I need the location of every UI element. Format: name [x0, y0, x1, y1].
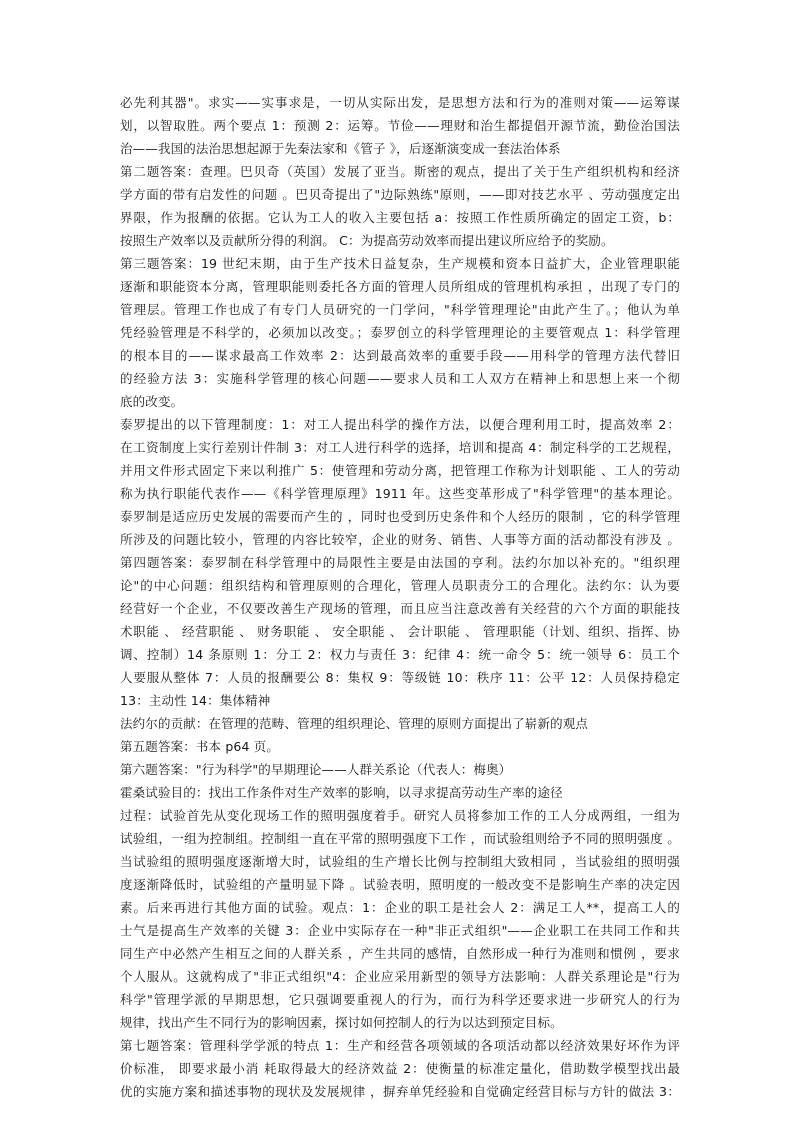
- text-line: 泰罗制是适应历史发展的需要而产生的 ，同时也受到历史条件和个人经历的限制 ，它的科学管理: [120, 509, 680, 524]
- text-line: 泰罗提出的以下管理制度：1：对工人提出科学的操作方法，以便合理利用工时，提高效率 2：: [120, 417, 680, 432]
- text-line: 界限，作为报酬的依据。它认为工人的收入主要包括 a：按照工作性质所确定的固定工资，b：: [120, 210, 680, 225]
- text-line: 必先利其器"。求实——实事求是，一切从实际出发，是思想方法和行为的准则对策——运筹谋: [120, 95, 680, 110]
- text-line: 并用文件形式固定下来以利推广 5：使管理和劳动分离，把管理工作称为计划职能 、工人的劳动: [120, 463, 680, 478]
- text-line: 经营好一个企业，不仅要改善生产现场的管理，而且应当注意改善有关经营的六个方面的职能技: [120, 601, 680, 616]
- text-line: 个人服从。这就构成了"非正式组织"4：企业应采用新型的领导方法影响：人群关系理论是"行为: [120, 969, 680, 984]
- text-line: 第三题答案：19 世纪末期，由于生产技术日益复杂，生产规模和资本日益扩大，企业管理职能: [120, 256, 680, 271]
- text-line: 同生产中必然产生相互之间的人群关系 ，产生共同的感情，自然形成一种行为准则和惯例 ，要求: [120, 946, 680, 961]
- text-line: 底的改变。: [120, 394, 184, 409]
- text-line: 在工资制度上实行差别计件制 3：对工人进行科学的选择，培训和提高 4：制定科学的工艺规程，: [120, 440, 680, 455]
- text-line: 的经验方法 3：实施科学管理的核心问题——要求人员和工人双方在精神上和思想上来一个彻: [120, 371, 680, 386]
- text-line: 称为执行职能代表作——《科学管理原理》1911 年。这些变革形成了"科学管理"的基本理论。: [120, 486, 680, 501]
- text-line: 划，以智取胜。两个要点 1：预测 2：运筹。节俭——理财和治生都提倡开源节流，勤俭治国法: [120, 118, 680, 133]
- text-line: 科学"管理学派的早期思想，它只强调要重视人的行为，而行为科学还要求进一步研究人的行为: [120, 992, 680, 1007]
- text-line: 术职能 、 经营职能 、 财务职能 、 安全职能 、 会计职能 、 管理职能（计划、组织、指挥、协: [120, 624, 680, 639]
- text-line: 凭经验管理是不科学的，必须加以改变。；泰罗创立的科学管理理论的主要管观点 1：科学管理: [120, 325, 680, 340]
- text-line: 所涉及的问题比较小，管理的内容比较窄，企业的财务、销售、人事等方面的活动都没有涉及 。: [120, 532, 680, 547]
- text-line: 试验组，一组为控制组。控制组一直在平常的照明强度下工作 ，而试验组则给予不同的照明强度 。: [120, 831, 680, 846]
- text-line: 治——我国的法治思想起源于先秦法家和《管子 》，后逐渐演变成一套法治体系: [120, 141, 561, 156]
- text-line: 法约尔的贡献：在管理的范畴、管理的组织理论、管理的原则方面提出了崭新的观点: [120, 716, 589, 731]
- document-body: [120, 91, 680, 1103]
- text-line: 调、控制）14 条原则 1：分工 2：权力与责任 3：纪律 4：统一命令 5：统一领导 6：员工个: [120, 647, 680, 662]
- text-line: 优的实施方案和描述事物的现状及发展规律 ，摒弃单凭经验和自觉确定经营目标与方针的做法 3：: [120, 1084, 680, 1099]
- text-line: 学方面的带有启发性的问题 。巴贝奇提出了"边际熟练"原则，——即对技艺水平 、劳动强度定出: [120, 187, 680, 202]
- text-line: 价标准， 即要求最小消 耗取得最大的经济效益 2：使衡量的标准定量化，借助数学模型找出最: [120, 1061, 680, 1076]
- text-line: 论"的中心问题：组织结构和管理原则的合理化，管理人员职责分工的合理化。法约尔：认为要: [120, 578, 680, 593]
- text-line: 士气是提高生产效率的关键 3：企业中实际存在一种"非正式组织"——企业职工在共同工作和共: [120, 923, 680, 938]
- text-line: 13：主动性 14：集体精神: [120, 693, 271, 708]
- text-line: 过程：试验首先从变化现场工作的照明强度着手。研究人员将参加工作的工人分成两组，一组为: [120, 808, 680, 823]
- text-line: 第四题答案：泰罗制在科学管理中的局限性主要是由法国的亨利。法约尔加以补充的。"组织理: [120, 555, 680, 570]
- text-line: 管理层。管理工作也成了有专门人员研究的一门学问，"科学管理理论"由此产生了。；他认为单: [120, 302, 680, 317]
- text-line: 逐渐和职能资本分离，管理职能则委托各方面的管理人员所组成的管理机构承担 ，出现了专门的: [120, 279, 680, 294]
- text-line: 第二题答案：查理。巴贝奇（英国）发展了亚当。斯密的观点，提出了关于生产组织机构和经济: [120, 164, 680, 179]
- text-line: 规律，找出产生不同行为的影响因素，探讨如何控制人的行为以达到预定目标。: [120, 1015, 563, 1030]
- text-line: 人要服从整体 7：人员的报酬要公 8：集权 9：等级链 10：秩序 11：公平 12：人员保持稳定: [120, 670, 680, 685]
- text-line: 素。后来再进行其他方面的试验。观点：1：企业的职工是社会人 2：满足工人**，提高工人的: [120, 900, 680, 915]
- text-line: 第七题答案：管理科学学派的特点 1：生产和经营各项领域的各项活动都以经济效果好坏作为评: [120, 1038, 680, 1053]
- text-line: 的根本目的——谋求最高工作效率 2：达到最高效率的重要手段——用科学的管理方法代替旧: [120, 348, 680, 363]
- text-line: 第五题答案：书本 p64 页。: [120, 739, 280, 754]
- text-line: 霍桑试验目的：找出工作条件对生产效率的影响，以寻求提高劳动生产率的途径: [120, 785, 563, 800]
- text-line: 第六题答案："行为科学"的早期理论——人群关系论（代表人：梅奥）: [120, 762, 512, 777]
- text-line: 按照生产效率以及贡献所分得的利润。 C：为提高劳动效率而提出建议所应给予的奖励。: [120, 233, 614, 248]
- text-line: 度逐渐降低时，试验组的产量明显下降 。试验表明，照明度的一般改变不是影响生产率的决定因: [120, 877, 680, 892]
- text-line: 当试验组的照明强度逐渐增大时，试验组的生产增长比例与控制组大致相同 ，当试验组的照明强: [120, 854, 680, 869]
